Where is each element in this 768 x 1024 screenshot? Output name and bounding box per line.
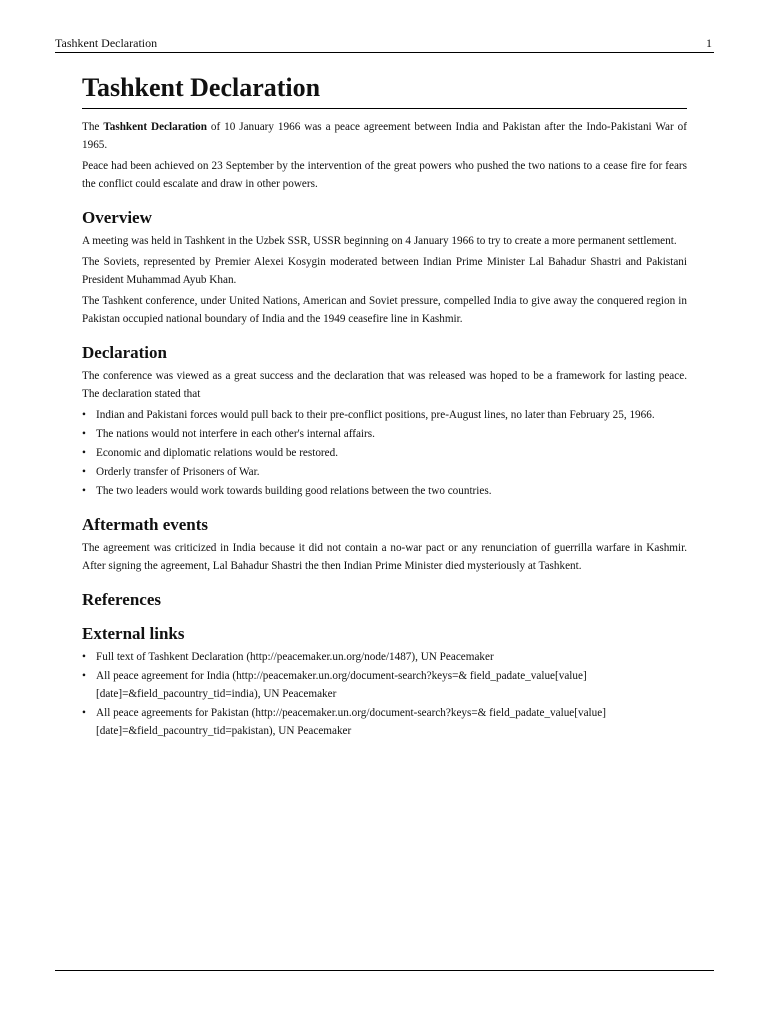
bullet-icon: • [82,651,86,663]
intro-suffix: of 10 January 1966 was a peace agreement between India and Pakistan after the Indo-Pakistani War of 1965. [82,121,687,151]
declaration-paragraph: The conference was viewed as a great success and the declaration that was released was hoped to be a framework for lasting peace. The declaration stated that [82,370,687,400]
external-link-item[interactable] [82,704,687,740]
list-item: • The two leaders would work towards building good relations between the two countries. [82,482,687,500]
section-heading-overview: Overview [82,208,152,227]
bullet-icon: • [82,409,86,421]
external-link-text[interactable]: Full text of Tashkent Declaration (http://peacemaker.un.org/node/1487), UN Peacemaker [96,651,494,663]
intro-bold-term: Tashkent Declaration [103,121,207,133]
page-header [55,36,714,53]
overview-paragraph-2: The Soviets, represented by Premier Alexei Kosygin moderated between Indian Prime Minister Lal Bahadur Shastri and Pakistani President Muhammad Ayub Khan. [82,256,687,286]
bullet-icon: • [82,670,86,682]
intro-paragraph-2: Peace had been achieved on 23 September by the intervention of the great powers who pushed the two nations to a cease fire for fears the conflict could escalate and draw in other powers. [82,160,687,190]
bullet-icon: • [82,447,86,459]
running-header-title: Tashkent Declaration [55,36,158,50]
external-link-text[interactable]: All peace agreements for Pakistan (http://peacemaker.un.org/document-search?keys=& field_padate_value[value][date]=&field_pacountry_tid=pakistan), UN Peacemaker [96,707,606,737]
bullet-icon: • [82,707,86,719]
section-heading-declaration: Declaration [82,343,167,362]
list-item: • Economic and diplomatic relations would be restored. [82,444,687,462]
list-item: • Indian and Pakistani forces would pull back to their pre-conflict positions, pre-August lines, no later than February 25, 1966. [82,406,687,424]
list-item: • Orderly transfer of Prisoners of War. [82,463,687,481]
external-link-text[interactable]: All peace agreement for India (http://peacemaker.un.org/document-search?keys=& field_padate_value[value][date]=&field_pacountry_tid=india), UN Peacemaker [96,670,587,700]
footer-rule [55,970,714,971]
bullet-icon: • [82,466,86,478]
overview-paragraph-3: The Tashkent conference, under United Nations, American and Soviet pressure, compelled India to give away the conquered region in Pakistan occupied national boundary of India and the 1949 ceasefire line in Kashmir. [82,295,687,325]
bullet-icon: • [82,428,86,440]
section-heading-references: References [82,590,161,609]
overview-paragraph-1: A meeting was held in Tashkent in the Uzbek SSR, USSR beginning on 4 January 1966 to try to create a more permanent settlement. [82,235,677,247]
external-links-list [82,648,687,740]
section-heading-aftermath: Aftermath events [82,515,209,534]
external-link-item[interactable] [82,667,687,703]
intro-paragraph-1 [82,118,687,154]
bullet-icon: • [82,485,86,497]
intro-prefix: The [82,121,104,133]
list-item: • The nations would not interfere in each other's internal affairs. [82,425,687,443]
section-heading-external-links: External links [82,624,185,643]
article-body [82,70,687,741]
article-title: Tashkent Declaration [82,70,687,109]
page-number: 1 [706,36,712,50]
aftermath-paragraph: The agreement was criticized in India because it did not contain a no-war pact or any renunciation of guerrilla warfare in Kashmir. After signing the agreement, Lal Bahadur Shastri the then Indian Prime Minister died mysteriously at Tashkent. [82,542,687,572]
external-link-item[interactable] [82,648,687,666]
declaration-list [82,406,687,500]
